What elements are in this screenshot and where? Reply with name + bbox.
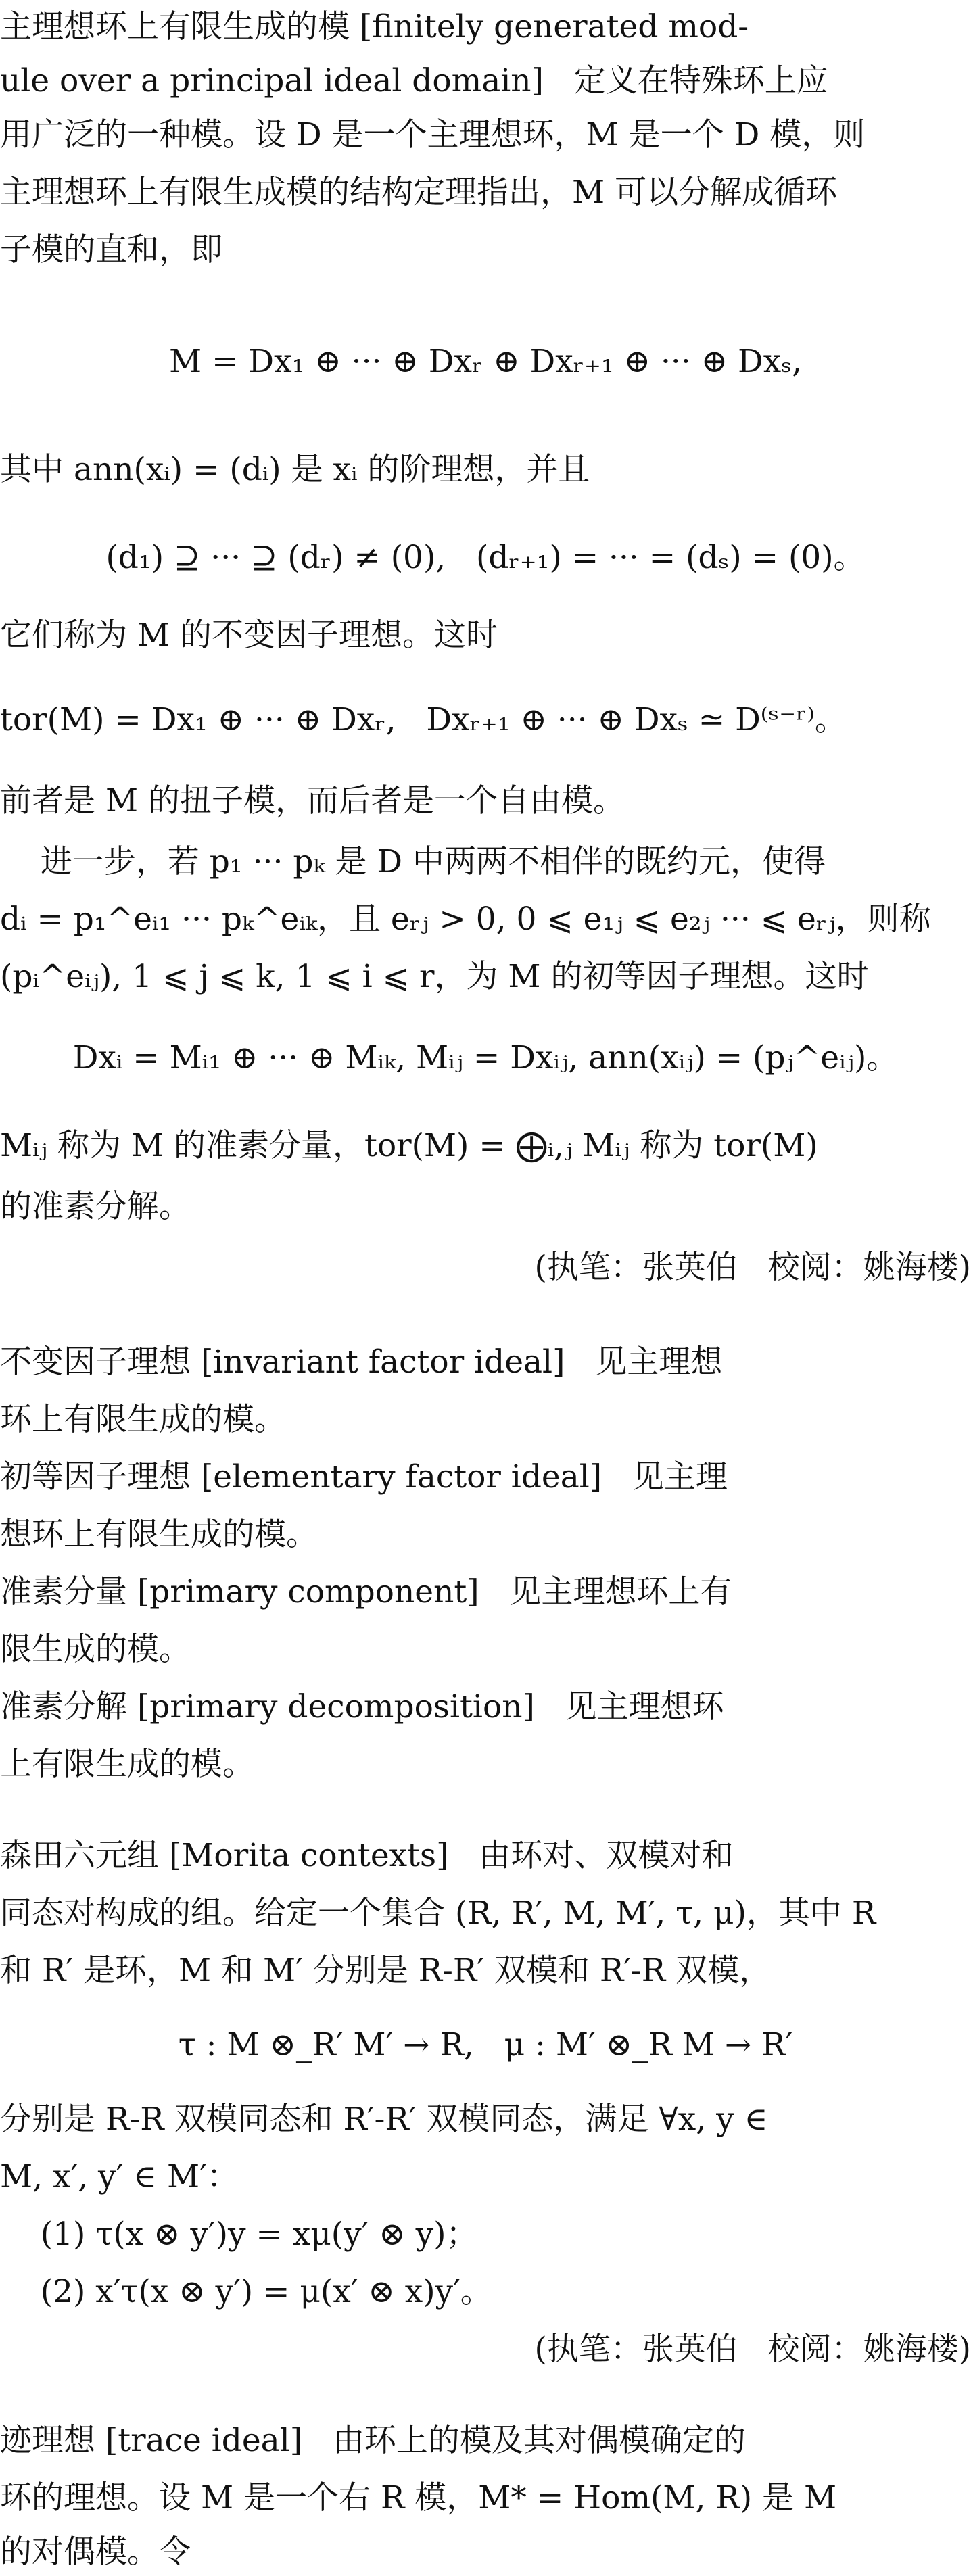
text-line: 准素分量 [primary component] 见主理想环上有 (0, 1573, 732, 1611)
text-line: Dxᵢ = Mᵢ₁ ⊕ ··· ⊕ Mᵢₖ, Mᵢⱼ = Dxᵢⱼ, ann(xᵢⱼ) = (pⱼ^eᵢⱼ)。 (72, 1039, 899, 1076)
text-line: 的准素分解。 (0, 1188, 191, 1225)
text-line: 上有限生成的模。 (0, 1746, 254, 1783)
text-line: 准素分解 [primary decomposition] 见主理想环 (0, 1688, 724, 1725)
text-line: 不变因子理想 [invariant factor ideal] 见主理想 (0, 1343, 723, 1381)
text-line: 子模的直和，即 (0, 231, 222, 268)
text-line: 环上有限生成的模。 (0, 1401, 286, 1438)
text-line: 环的理想。设 M 是一个右 R 模，M* = Hom(M, R) 是 M (0, 2479, 837, 2517)
text-line: Mᵢⱼ 称为 M 的准素分量，tor(M) = ⨁ᵢ,ⱼ Mᵢⱼ 称为 tor(M) (0, 1127, 818, 1164)
text-line: (2) x′τ(x ⊗ y′) = μ(x′ ⊗ x)y′。 (0, 2273, 492, 2310)
text-line: ule over a principal ideal domain] 定义在特殊环上应 (0, 62, 828, 99)
text-line: (执笔：张英伯 校阅：姚海楼) (534, 2331, 971, 2368)
text-line: (pᵢ^eᵢⱼ), 1 ⩽ j ⩽ k, 1 ⩽ i ⩽ r，为 M 的初等因子理想。这时 (0, 958, 869, 995)
text-line: τ : M ⊗_R′ M′ → R, μ : M′ ⊗_R M → R′ (178, 2026, 793, 2064)
text-line: 限生成的模。 (0, 1631, 191, 1668)
text-line: 用广泛的一种模。设 D 是一个主理想环，M 是一个 D 模，则 (0, 116, 866, 153)
text-line: 想环上有限生成的模。 (0, 1516, 318, 1553)
text-line: M = Dx₁ ⊕ ··· ⊕ Dxᵣ ⊕ Dxᵣ₊₁ ⊕ ··· ⊕ Dxₛ, (169, 343, 802, 380)
text-line: 主理想环上有限生成模的结构定理指出，M 可以分解成循环 (0, 174, 838, 211)
text-line: 它们称为 M 的不变因子理想。这时 (0, 617, 498, 654)
text-line: (1) τ(x ⊗ y′)y = xμ(y′ ⊗ y)； (0, 2216, 478, 2253)
text-line: tor(M) = Dx₁ ⊕ ··· ⊕ Dxᵣ, Dxᵣ₊₁ ⊕ ··· ⊕ Dxₛ ≃ D⁽ˢ⁻ʳ⁾。 (0, 701, 847, 738)
text-line: 分别是 R-R 双模同态和 R′-R′ 双模同态，满足 ∀x, y ∈ (0, 2101, 768, 2138)
text-line: (d₁) ⊇ ··· ⊇ (dᵣ) ≠ (0), (dᵣ₊₁) = ··· = (dₛ) = (0)。 (105, 539, 866, 576)
text-line: 主理想环上有限生成的模 [finitely generated mod- (0, 8, 749, 45)
text-line: 进一步，若 p₁ ··· pₖ 是 D 中两两不相伴的既约元，使得 (0, 843, 826, 880)
text-line: (执笔：张英伯 校阅：姚海楼) (534, 1249, 971, 1286)
text-line: 前者是 M 的扭子模，而后者是一个自由模。 (0, 782, 625, 819)
text-line: 同态对构成的组。给定一个集合 (R, R′, M, M′, τ, μ)，其中 R (0, 1894, 876, 1932)
text-line: 和 R′ 是环，M 和 M′ 分别是 R-R′ 双模和 R′-R 双模， (0, 1952, 772, 1989)
text-line: 其中 ann(xᵢ) = (dᵢ) 是 xᵢ 的阶理想，并且 (0, 451, 590, 488)
text-line: 初等因子理想 [elementary factor ideal] 见主理 (0, 1458, 728, 1496)
text-line: 森田六元组 [Morita contexts] 由环对、双模对和 (0, 1837, 734, 1874)
text-line: 的对偶模。令 (0, 2533, 191, 2571)
text-line: 迹理想 [trace ideal] 由环上的模及其对偶模确定的 (0, 2422, 746, 2459)
text-line: M, x′, y′ ∈ M′： (0, 2158, 239, 2195)
text-line: dᵢ = p₁^eᵢ₁ ··· pₖ^eᵢₖ，且 eᵣⱼ > 0, 0 ⩽ e₁ⱼ ⩽ e₂ⱼ ··· ⩽ eᵣⱼ，则称 (0, 901, 931, 938)
